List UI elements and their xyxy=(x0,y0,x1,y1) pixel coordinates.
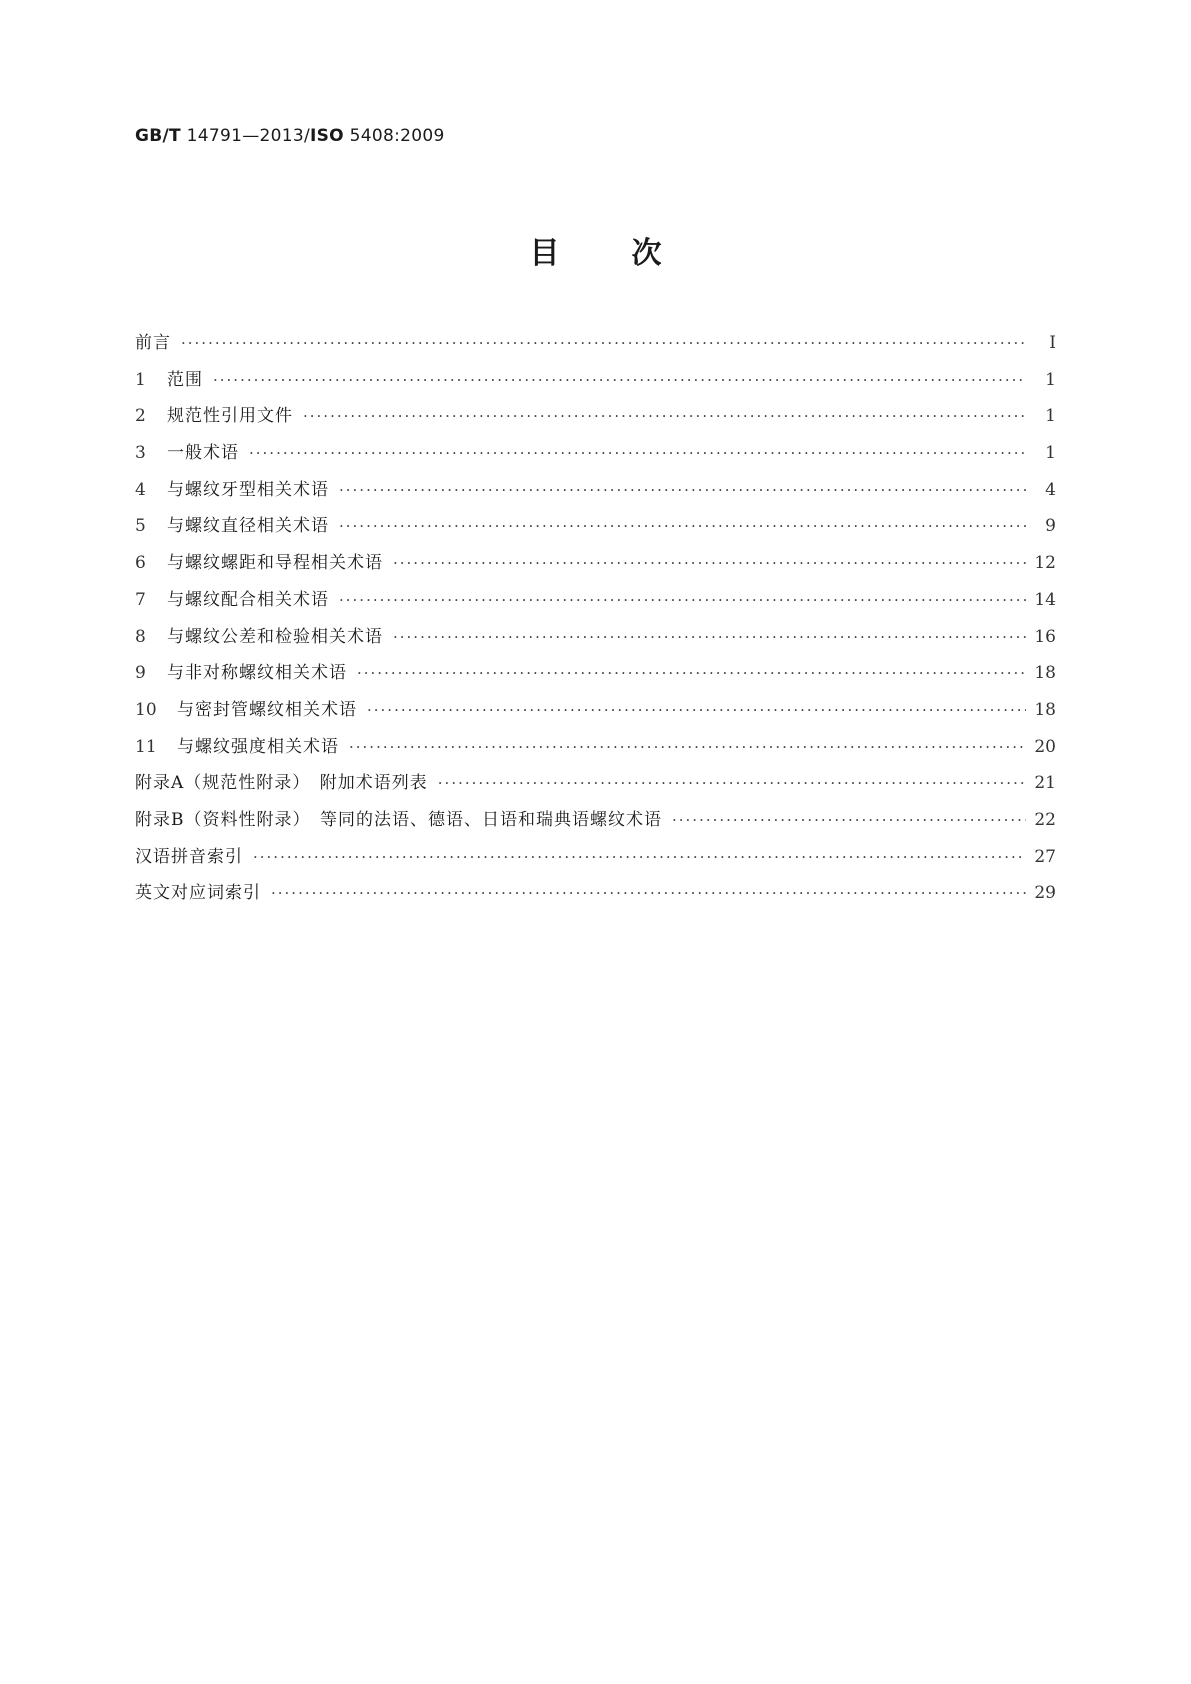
page-title xyxy=(0,228,1191,272)
toc-label: 与螺纹配合相关术语 xyxy=(167,589,329,610)
toc-label: 一般术语 xyxy=(167,443,239,464)
toc-leader-dots xyxy=(303,398,1026,435)
toc-leader-dots xyxy=(181,325,1026,362)
toc-leader-dots xyxy=(249,435,1026,472)
toc-page-number: Ⅰ xyxy=(1049,333,1056,353)
toc-leader-dots xyxy=(393,619,1026,656)
toc-entry-1[interactable] xyxy=(135,362,1056,399)
toc-number: 7 xyxy=(135,589,146,610)
toc-leader-dots xyxy=(271,875,1026,912)
toc-leader-dots xyxy=(339,582,1026,619)
toc-label: 与密封管螺纹相关术语 xyxy=(177,699,357,720)
toc-page-number: 1 xyxy=(1045,406,1056,427)
toc-entry-8[interactable] xyxy=(135,619,1056,656)
toc-label: 与螺纹牙型相关术语 xyxy=(167,479,329,500)
toc-leader-dots xyxy=(357,655,1026,692)
toc-label: 汉语拼音索引 xyxy=(135,846,243,867)
toc-number: 8 xyxy=(135,626,146,647)
toc-page-number: 1 xyxy=(1045,369,1056,390)
toc-entry-annex-a[interactable] xyxy=(135,765,1056,802)
title-char-2: 次 xyxy=(631,236,662,271)
toc-leader-dots xyxy=(349,729,1026,766)
toc-number: 3 xyxy=(135,443,146,464)
std-prefix: GB/T xyxy=(135,126,181,146)
toc-leader-dots xyxy=(213,362,1026,399)
toc-label: 与非对称螺纹相关术语 xyxy=(167,663,347,684)
toc-number: 4 xyxy=(135,479,146,500)
toc-entry-annex-b[interactable] xyxy=(135,802,1056,839)
toc-number: 6 xyxy=(135,553,146,574)
toc-number: 2 xyxy=(135,406,146,427)
toc-entry-2[interactable] xyxy=(135,398,1056,435)
toc-leader-dots xyxy=(339,472,1026,509)
toc-page-number: 1 xyxy=(1045,443,1056,464)
toc-page-number: 4 xyxy=(1045,479,1056,500)
toc-leader-dots xyxy=(253,839,1026,876)
toc-number: 11 xyxy=(135,736,157,757)
toc-page-number: 9 xyxy=(1045,516,1056,537)
toc-label: 规范性引用文件 xyxy=(167,406,293,427)
toc-entry-6[interactable] xyxy=(135,545,1056,582)
toc-page-number: 29 xyxy=(1034,883,1056,904)
document-header xyxy=(135,126,445,146)
toc-page-number: 21 xyxy=(1034,773,1056,794)
toc-label: 与螺纹强度相关术语 xyxy=(177,736,339,757)
toc-leader-dots xyxy=(393,545,1026,582)
toc-label: 前言 xyxy=(135,333,171,353)
toc-entry-pinyin-index[interactable] xyxy=(135,839,1056,876)
toc-label: 范围 xyxy=(167,369,203,390)
toc-entry-10[interactable] xyxy=(135,692,1056,729)
table-of-contents xyxy=(135,325,1056,912)
toc-page-number: 18 xyxy=(1034,663,1056,684)
toc-number: 9 xyxy=(135,663,146,684)
toc-label: 英文对应词索引 xyxy=(135,883,261,904)
iso-number: 5408:2009 xyxy=(349,126,445,146)
std-number: 14791—2013/ xyxy=(186,126,311,146)
toc-entry-english-index[interactable] xyxy=(135,875,1056,912)
toc-entry-3[interactable] xyxy=(135,435,1056,472)
toc-entry-foreword[interactable] xyxy=(135,325,1056,362)
toc-page-number: 16 xyxy=(1034,626,1056,647)
toc-entry-4[interactable] xyxy=(135,472,1056,509)
iso-prefix: ISO xyxy=(310,126,344,146)
toc-page-number: 18 xyxy=(1034,699,1056,720)
toc-page-number: 14 xyxy=(1034,589,1056,610)
toc-entry-7[interactable] xyxy=(135,582,1056,619)
toc-entry-11[interactable] xyxy=(135,729,1056,766)
toc-label: 与螺纹螺距和导程相关术语 xyxy=(167,553,383,574)
toc-number: 5 xyxy=(135,516,146,537)
toc-leader-dots xyxy=(339,508,1026,545)
title-char-1: 目 xyxy=(529,236,560,271)
toc-page-number: 27 xyxy=(1034,846,1056,867)
toc-page-number: 20 xyxy=(1034,736,1056,757)
toc-page-number: 22 xyxy=(1034,809,1056,830)
toc-leader-dots xyxy=(367,692,1026,729)
toc-label: 与螺纹直径相关术语 xyxy=(167,516,329,537)
toc-leader-dots xyxy=(672,802,1026,839)
toc-label: 附录B（资料性附录） 等同的法语、德语、日语和瑞典语螺纹术语 xyxy=(135,809,662,830)
toc-entry-5[interactable] xyxy=(135,508,1056,545)
toc-entry-9[interactable] xyxy=(135,655,1056,692)
toc-label: 与螺纹公差和检验相关术语 xyxy=(167,626,383,647)
toc-number: 1 xyxy=(135,369,146,390)
toc-page-number: 12 xyxy=(1034,553,1056,574)
toc-label: 附录A（规范性附录） 附加术语列表 xyxy=(135,773,428,794)
toc-leader-dots xyxy=(438,765,1026,802)
toc-number: 10 xyxy=(135,699,157,720)
